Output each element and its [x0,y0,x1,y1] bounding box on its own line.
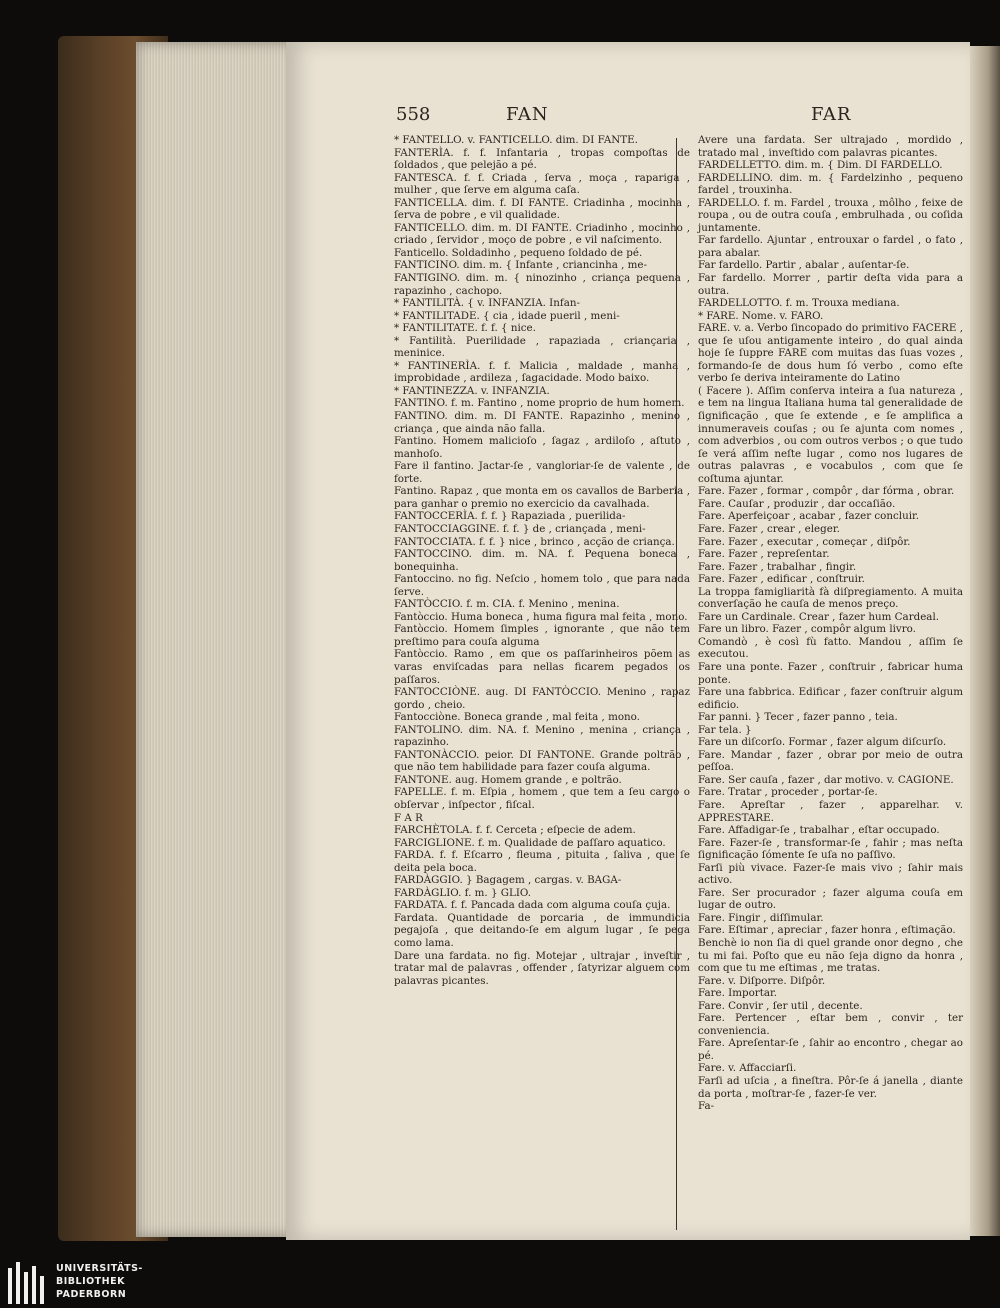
dictionary-entry: Fantoccino. no fig. Neſcio , homem tolo , que para nada ſerve. [394,573,690,598]
dictionary-entry: FARDELLINO. dim. m. { Fardelzinho , pequeno fardel , trouxinha. [698,171,963,197]
page-header [286,104,970,134]
dictionary-entry: Fare. Apreſentar-ſe , ſahir ao encontro , chegar ao pé. [698,1037,963,1062]
dictionary-entry: Far fardello. Ajuntar , entrouxar o fardel , o fato , para abalar. [698,234,963,259]
library-logo-icon [6,1260,46,1308]
dictionary-entry: * FANTILITÀ. { v. INFANZIA. Infan- [394,297,580,310]
header-left: FAN [506,104,549,125]
dictionary-entry: Far fardello. Morrer , partir deſta vida para a outra. [698,272,963,297]
header-right: FAR [811,104,852,125]
dictionary-entry: Far tela. } [698,723,752,736]
dictionary-entry: FANTOCCINO. dim. m. NA. f. Pequena boneca , bonequinha. [394,548,690,573]
library-name-line3: PADERBORN [56,1289,127,1300]
dictionary-entry: Fare. Eſtimar , apreciar , fazer honra , eſtimação. [698,924,956,937]
dictionary-entry: Fare. Fazer , edificar , conſtruir. [698,573,865,586]
dictionary-entry: Fare. Aperfeiçoar , acabar , fazer concluir. [698,510,920,523]
dictionary-entry: FARDA. f. f. Eſcarro , fleuma , pituita , ſaliva , que ſe deita pela boca. [394,849,690,874]
dictionary-entry: Dare una fardata. no fig. Motejar , ultrajar , inveſtir , tratar mal de palavras , offender , ſatyrizar alguem com palavras picantes. [394,949,690,987]
dictionary-entry: Fantino. Rapaz , que monta em os cavallos de Barberia , para ganhar o premio no exercicio da cavalhada. [394,485,690,510]
dictionary-entry: Fare una ponte. Fazer , conſtruir , fabricar huma ponte. [698,660,963,686]
dictionary-entry: FANTERÌA. f. f. Infantaria , tropas compoſtas de ſoldados , que pelejão a pé. [394,146,690,172]
dictionary-entry: Fare. Importar. [698,987,778,1000]
dictionary-entry: Fare. Fazer , trabalhar , fingir. [698,560,857,573]
dictionary-entry: FANTOCCIATA. f. f. } nice , brinco , acção de criança. [394,535,675,548]
dictionary-entry: Fantòccio. Ramo , em que os paſſarinheiros põem as varas enviſcadas para nellas ficarem pegados os paſſaros. [394,648,690,686]
dictionary-entry: Fare. v. Affacciarſi. [698,1062,797,1075]
dictionary-entry: Farſi ad uſcia , a fineſtra. Pôr-ſe á janella , diante da porta , moſtrar-ſe , fazer-ſe ver. [698,1075,963,1100]
dictionary-entry: Fanticello. Soldadinho , pequeno ſoldado de pé. [394,246,643,259]
dictionary-entry: FANTONÀCCIO. peior. DI FANTONE. Grande poltrão , que não tem habilidade para fazer couſa alguma. [394,748,690,774]
left-column [394,134,690,987]
facing-page-edge [970,46,1000,1236]
dictionary-entry: FANTICELLO. dim. m. DI FANTE. Criadinho , mocinho , criado , ſervidor , moço de pobre , e vil naſcimento. [394,221,690,247]
dictionary-entry: Fardata. Quantidade de porcaria , de immundicia pegajoſa , que deitando-ſe em algum lugar , ſe pega como lama. [394,911,690,949]
dictionary-entry: Fantòccio. Homem ſimples , ignorante , que não tem preſtimo para couſa alguma [394,623,690,648]
dictionary-entry: FARDELLETTO. dim. m. { Dim. DI FARDELLO. [698,159,943,172]
dictionary-entry: FAPELLE. f. m. Eſpia , homem , que tem a ſeu cargo o obſervar , inſpector , fiſcal. [394,786,690,811]
dictionary-entry: * FANTELLO. v. FANTICELLO. dim. DI FANTE. [394,134,638,146]
dictionary-entry: Fare. Apreſtar , fazer , apparelhar. v. APPRESTARE. [698,798,963,824]
dictionary-entry: Far fardello. Partir , abalar , auſentar-ſe. [698,259,910,272]
library-name-line2: BIBLIOTHEK [56,1276,125,1287]
dictionary-entry: FARDATA. f. f. Pancada dada com alguma couſa çuja. [394,899,671,912]
dictionary-entry: Farſi più vivace. Fazer-ſe mais vivo ; ſahir mais activo. [698,861,963,887]
dictionary-entry: FANTICELLA. dim. f. DI FANTE. Criadinha , mocinha , ſerva de pobre , e vil qualidade. [394,196,690,222]
dictionary-entry: ( Facere ). Aſſim conſerva inteira a ſua natureza , e tem na lingua Italiana huma tal generalidade de ſignificação , que ſe extende , e ſe amplifica a innumeraveis couſas ; ou ſe ajunta com nomes , com adverbios , ou com outros verbos ; o que tudo ſe verá aſſim neſte lugar , como nos lugares de outras palavras , e vocabulos , com que ſe coſtuma ajuntar. [698,384,963,485]
dictionary-entry: Fantòccio. Huma boneca , huma figura mal feita , mono. [394,610,688,623]
dictionary-entry: Fare. Ser cauſa , fazer , dar motivo. v. CAGIONE. [698,773,954,786]
dictionary-entry: Fare. Fazer-ſe , transformar-ſe , fahir ; mas neſta ſignificação ſómente ſe uſa no paſſivo. [698,836,963,862]
dictionary-entry: Fantino. Homem malicioſo , ſagaz , ardiloſo , aſtuto , manhoſo. [394,435,690,460]
dictionary-entry: FANTINO. dim. m. DI FANTE. Rapazinho , menino , criança , que ainda não falla. [394,410,690,435]
dictionary-entry: Fare il fantino. Jactar-ſe , vangloriar-ſe de valente , de forte. [394,460,690,485]
dictionary-entry: Fare. Affadigar-ſe , trabalhar , eſtar occupado. [698,824,940,837]
dictionary-entry: FANTESCA. f. f. Criada , ſerva , moça , rapariga , mulher , que ſerve em alguma caſa. [394,171,690,197]
dictionary-entry: Fare. Convir , ſer util , decente. [698,999,863,1012]
dictionary-entry: Fare. Fazer , repreſentar. [698,548,830,561]
dictionary-entry: Fare. Fingir , diſſimular. [698,911,824,924]
dictionary-page [286,42,970,1240]
dictionary-entry: * Fantilità. Puerilidade , rapaziada , criançaria , meninice. [394,334,690,360]
dictionary-entry: Fare. Fazer , executar , começar , diſpôr. [698,535,911,548]
dictionary-entry: Fare un libro. Fazer , compôr algum livro. [698,623,916,636]
right-column [698,134,963,1113]
dictionary-entry: Fare. Cauſar , produzir , dar occaſião. [698,497,896,510]
dictionary-entry: FARCIGLIONE. f. m. Qualidade de paſſaro aquatico. [394,836,666,849]
dictionary-entry: Fare una fabbrica. Edificar , fazer conſtruir algum edificio. [698,686,963,711]
library-footer [0,1260,300,1308]
library-name-line1: UNIVERSITÄTS- [56,1263,143,1274]
dictionary-entry: Comandò , è così fù fatto. Mandou , aſſim ſe executou. [698,635,963,661]
dictionary-entry: * FARE. Nome. v. FARO. [698,309,824,322]
dictionary-entry: * FANTINEZZA. v. INFANZIA. [394,384,550,397]
dictionary-entry: FANTOLINO. dim. NA. f. Menino , menina , criança , rapazinho. [394,723,690,749]
dictionary-entry: * FANTILITATE. f. f. { nice. [394,322,536,335]
dictionary-entry: FANTICINO. dim. m. { Infante , criancinha , me- [394,259,648,272]
dictionary-entry: Fare. Mandar , fazer , obrar por meio de outra peſſoa. [698,748,963,774]
library-name [56,1262,143,1301]
dictionary-entry: * FANTILITADE. { cia , idade pueril , meni- [394,309,620,322]
book-spread [58,28,1000,1246]
dictionary-entry: Far panni. } Tecer , fazer panno , teia. [698,711,898,724]
dictionary-entry: FARDELLO. f. m. Fardel , trouxa , môlho , feixe de roupa , ou de outra couſa , embrulhada , ou coſida juntamente. [698,196,963,234]
dictionary-entry: FARDÀGLIO. f. m. } GLIO. [394,886,532,899]
dictionary-entry: FARCHÈTOLA. f. f. Cerceta ; eſpecie de adem. [394,824,636,837]
dictionary-entry: Fare. v. Diſporre. Diſpôr. [698,974,826,987]
dictionary-entry: Avere una fardata. Ser ultrajado , mordido , tratado mal , inveſtido com palavras picantes. [698,134,963,159]
page-number: 558 [396,104,431,125]
dictionary-entry: * FANTINERÌA. f. f. Malicia , maldade , manha , improbidade , ardileza , ſagacidade. Modo baixo. [394,359,690,385]
dictionary-entry: Fantocciòne. Boneca grande , mal feita , mono. [394,711,640,724]
dictionary-entry: La troppa famigliarità fà diſpregiamento. A muita converſação he cauſa de menos preço. [698,585,963,611]
dictionary-entry: FARDELLOTTO. f. m. Trouxa mediana. [698,297,900,310]
dictionary-entry: Fare. Fazer , formar , compôr , dar fórma , obrar. [698,485,955,498]
dictionary-entry: FANTÒCCIO. f. m. CIA. f. Menino , menina. [394,598,620,611]
dictionary-entry: Fa- [698,1100,715,1113]
dictionary-entry: F A R [394,811,423,824]
dictionary-entry: Fare. Pertencer , eſtar bem , convir , ter conveniencia. [698,1012,963,1037]
dictionary-entry: FANTOCCERÌA. f. f. } Rapaziada , puerilida- [394,510,626,523]
dictionary-entry: Fare. Tratar , proceder , portar-ſe. [698,786,878,799]
dictionary-entry: Fare. Fazer , crear , eleger. [698,522,840,535]
dictionary-entry: Fare un diſcorſo. Formar , fazer algum diſcurſo. [698,736,947,749]
dictionary-entry: Benchè io non ſia di quel grande onor degno , che tu mi fai. Poſto que eu não ſeja digno da honra , com que tu me eſtimas , me tratas. [698,937,963,975]
dictionary-entry: FANTONE. aug. Homem grande , e poltrão. [394,773,622,786]
dictionary-entry: FARDÀGGIO. } Bagagem , cargas. v. BAGA- [394,874,622,887]
dictionary-entry: FANTIGINO. dim. m. { ninozinho , criança pequena , rapazinho , cachopo. [394,272,690,297]
dictionary-entry: Fare. Ser procurador ; fazer alguma couſa em lugar de outro. [698,886,963,912]
dictionary-entry: Fare un Cardinale. Crear , fazer hum Cardeal. [698,610,940,623]
dictionary-entry: FANTINO. f. m. Fantino , nome proprio de hum homem. [394,397,685,410]
dictionary-entry: FANTOCCIÒNE. aug. DI FANTÒCCIO. Menino , rapaz gordo , cheio. [394,686,690,711]
dictionary-entry: FANTOCCIAGGINE. f. f. } de , criançada , meni- [394,522,646,535]
dictionary-entry: FARE. v. a. Verbo ſincopado do primitivo FACERE , que ſe uſou antigamente inteiro , do qual ainda hoje ſe ſuppre FARE com muitas das ſuas vozes , formando-ſe de dous hum ſó verbo , como eſte verbo ſe deriva inteiramente do Latino [698,322,963,385]
